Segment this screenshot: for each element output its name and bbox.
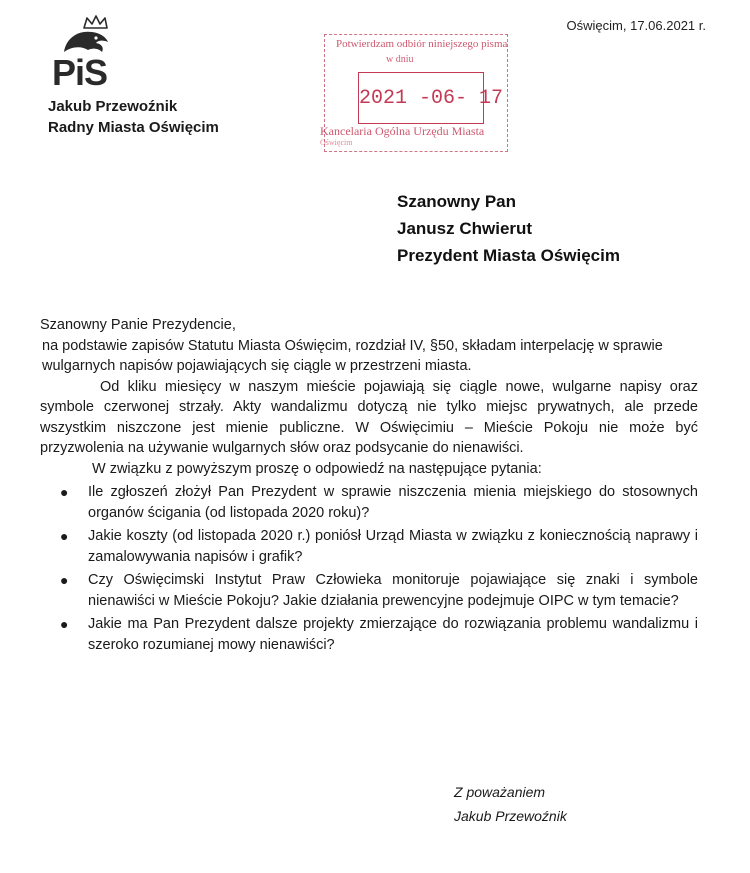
stamp-line1: Potwierdzam odbiór niniejszego pisma <box>336 38 508 50</box>
paragraph-questions-intro: W związku z powyższym proszę o odpowiedź na następujące pytania: <box>92 460 542 477</box>
stamp-date-box <box>358 72 504 124</box>
receipt-stamp <box>316 24 512 147</box>
pis-logo <box>50 12 130 93</box>
closing-signature: Jakub Przewoźnik <box>454 808 567 824</box>
sender-block <box>48 96 219 138</box>
bullet-icon: ● <box>60 484 69 500</box>
list-item <box>40 526 698 567</box>
salutation: Szanowny Panie Prezydencie, <box>40 317 236 333</box>
recipient-line2: Janusz Chwierut <box>397 219 533 238</box>
paragraph-intro: na podstawie zapisów Statutu Miasta Oświęcim, rozdział IV, §50, składam interpelację w sprawie wulgarnych napisów pojawiających się ciągle w przestrzeni miasta. <box>42 337 663 374</box>
recipient-line3: Prezydent Miasta Oświęcim <box>397 246 620 265</box>
bullet-icon: ● <box>60 572 69 588</box>
bullet-icon: ● <box>60 528 69 544</box>
letter-body <box>40 315 698 658</box>
letter-date: Oświęcim, 17.06.2021 r. <box>566 18 706 33</box>
question-text: Jakie koszty (od listopada 2020 r.) poniósł Urząd Miasta w związku z koniecznością naprawy i zamalowywania napisów i grafik? <box>88 528 698 565</box>
sender-name: Jakub Przewoźnik <box>48 98 178 115</box>
recipient-block <box>397 188 620 269</box>
list-item <box>40 570 698 611</box>
bullet-icon: ● <box>60 616 69 632</box>
question-text: Czy Oświęcimski Instytut Praw Człowieka monitoruje pojawiające się znaki i symbole nienawiści w Mieście Pokoju? Jakie działania prewencyjne podejmuje OIPC w tym temacie? <box>88 572 698 609</box>
logo-text: PiS <box>52 52 108 93</box>
recipient-line1: Szanowny Pan <box>397 192 517 211</box>
stamp-date: 2021 -06- 17 <box>359 87 504 110</box>
closing-greeting: Z poważaniem <box>454 784 546 800</box>
stamp-line3: Kancelaria Ogólna Urzędu Miasta <box>320 124 485 138</box>
list-item <box>40 614 698 655</box>
questions-list <box>40 482 698 655</box>
question-text: Ile zgłoszeń złożył Pan Prezydent w sprawie niszczenia mienia miejskiego do stosownych organów ścigania (od listopada 2020 roku)? <box>88 484 698 521</box>
sender-title: Radny Miasta Oświęcim <box>48 119 219 136</box>
stamp-line2: w dniu <box>386 54 414 65</box>
question-text: Jakie ma Pan Prezydent dalsze projekty zmierzające do rozwiązania problemu wandalizmu i szeroko rozumianej mowy nienawiści? <box>88 616 698 653</box>
list-item <box>40 482 698 523</box>
closing-block <box>454 780 567 828</box>
stamp-line4: Oświęcim <box>320 138 353 147</box>
paragraph-main: Od kliku miesięcy w naszym mieście pojawiają się ciągle nowe, wulgarne napisy oraz symbole czerwonej strzały. Akty wandalizmu dotyczą nie tylko miejsc prywatnych, ale przede wszystkim niszczone jest mienie publiczne. W Oświęcimiu – Mieście Pokoju nie może być przyzwolenia na używanie wulgarnych słów oraz podsycanie do nienawiści. <box>40 378 698 456</box>
